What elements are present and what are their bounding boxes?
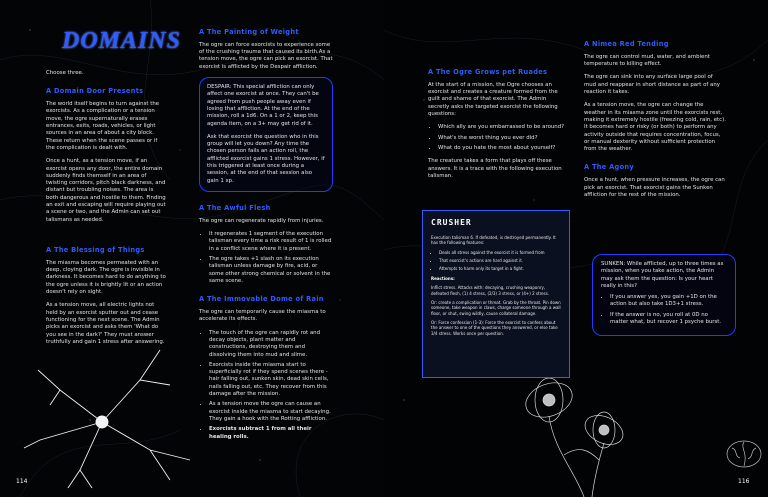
section-heading-water: A Nimea Red Tending [584,40,669,48]
flesh-paragraph: The ogre can regenerate rapidly from injuries. [199,217,324,224]
crusher-reaction-3: Or: Force confession (1-3): Force the exorcist to confess about the answer to one of the questions they answered, or else take 3/4 stress. Works once per question. [431,320,558,336]
list-item: • If the answer is no, you roll at 0D no matter what, but recover 1 psyche burst. [610,312,727,327]
section-heading-agony: A The Agony [584,163,635,172]
list-item: • What do you hate the most about yourself? [438,145,564,152]
brain-illustration [724,438,764,472]
crusher-feature-list [431,250,561,272]
sunken-text: SUNKEN: While afflicted, up to three times as mission, when you take action, the Admin may ask them the question: Is your heart really in this? [601,261,724,289]
sunken-box [592,254,736,336]
crusher-reaction-2: Or: create a complication or threat. Grab by the throat. Pin down someone, take weapon in claws, charge someone through a wall floor, or shut, swing wildly, cause collateral damage. [431,299,561,316]
page-number-left: 114 [16,478,28,485]
list-item: • Deals all stress against the exorcist it is formed from [439,250,561,255]
list-item: • The ogre takes +1 slash on its execution talisman unless damage by fire, acid, or some other strong chemical or solvent in the same scene. [209,256,333,285]
page-title: DOMAINS [62,28,182,54]
list-item: • As a tension move the ogre can cause an exorcist inside the miasma to start decaying. They gain a hook with the Rotting affliction. [209,401,333,423]
dome-list [199,330,333,441]
despair-text: DESPAIR: This special affliction can only affect one exorcist at once. They can't be agreed from push people away even if losing that affliction. At the end of the mission, roll a 1d6. On a 1 or 2, keep this agenda item, on a 3+ may get rid of it. [207,84,319,127]
list-item: • If you answer yes, you gain +1D on the action but also take 1D3+1 stress. [610,294,727,309]
blessing-paragraph-1: The miasma becomes permeated with an deep, cloying dark. The ogre is invisible in darkness. It becomes hard to do anything to the ogre unless it is brightly lit or an action doesn't rely on sight. [46,259,166,296]
middle-column [199,28,333,447]
right-column-2 [584,40,726,205]
crusher-exec: Execution talisman 6. If defeated, is destroyed permanently. It has the following features: [431,234,556,246]
list-item: • Exorcists subtract 1 from all their healing rolls. [209,426,333,441]
grows-paragraph-1: At the start of a mission, the Ogre chooses an exorcist and creates a creature formed from the guilt and shame of that exorcist. The Admin secretly asks the targeted exorcist the following questions: [428,81,558,118]
flesh-list [199,231,333,285]
list-item: • Attempts to harm only its target in a fight. [439,266,561,271]
flower-illustration [504,360,644,497]
section-heading-dome: A The Immovable Dome of Rain [199,295,324,304]
grows-question-list [428,124,564,152]
section-heading-blessing: A The Blessing of Things [46,245,145,254]
section-heading-weight: A The Painting of Weight [199,28,299,36]
water-paragraph-2: The ogre can sink into any surface large pool of mud and reappear in short distance as part of any reaction it takes. [584,74,720,96]
list-item: • What's the worst thing you ever did? [438,135,564,142]
despair-text-2: Ask that exorcist the question who in this group will let you down? Any time the chosen person fails an action roll, the afflicted exorcist gains 1 stress. However, if this triggered at least once during a session, at the end of that session also gain 1 xp. [207,133,325,184]
section-heading-flesh: A The Awful Flesh [199,203,271,212]
right-column-1 [428,58,564,186]
list-item: • Exorcists inside the miasma start to superficially rot if they spend scenes there - hair falling out, sunken skin, dead skin cells, nails falling out, etc. They recover from this damage after the mission. [209,362,333,398]
blessing-paragraph-2: As a tension move, all electric lights not held by an exorcist sputter out and cease functioning for the next scene. The Admin picks an exorcist and asks them 'What do you see in the dark?' They must answer truthfully and gain 1 stress after answering. [46,302,165,345]
list-item: • That exorcist's actions are hard against it. [439,258,561,263]
despair-box [199,77,333,192]
crusher-reactions-label: Reactions: [431,275,455,281]
intro-text: Choose three. [46,70,84,76]
weight-paragraph: The ogre can force exorcists to experience some of the crushing trauma that caused its birth.As a tension move, the ogre can pick an exorcist. That exorcist is afflicted by the Despair affliction. [199,41,333,70]
water-paragraph-3: As a tension move, the ogre can change the weather in its miasma zone until the exorcists rest, making it extremely hostile (freezing cold, rain, etc). It becomes hard or risky (or both) to perform any activity outside that requires concentration, focus, or manual dexterity without sufficient protection from the weather. [584,102,726,153]
water-paragraph-1: The ogre can control mud, water, and ambient temperature to killing effect. [584,53,710,68]
dome-paragraph: The ogre can temporarily cause the miasma to accelerate its effects. [199,309,326,323]
agony-paragraph: Once a hunt, when pressure increases, the ogre can pick an exorcist. That exorcist gains the Sunken affliction for the rest of the mission. [584,177,725,198]
section-heading-doors: A Domain Door Presents [46,87,144,96]
left-column [46,70,166,352]
crusher-reaction-1: Inflict stress. Attacks with: decaying, crushing weaponry, defeated flesh, (1) 4 stress, (2/3) 3 stress, or (4+) 2 stress. [431,285,550,296]
list-item: • It regenerates 1 segment of the execution talisman every time a risk result of 1 is rolled in a conflict scene where it is present. [209,231,333,253]
page-number-right: 116 [738,478,750,485]
crusher-title: CRUSHER [431,218,472,227]
list-item: • The touch of the ogre can rapidly rot and decay objects, plant matter and constructions, destroying them and dissolving them into mud and slime. [209,330,333,359]
doors-paragraph-2: Once a hunt, as a tension move, if an exorcist opens any door, the entire domain suddenly finds themself in an area of twisting corridors, pitch black darkness, and distant but troubling noises. The area is both dangerous and hostile to them. Finding an exit and escaping will require playing out a scene or two, and the Admin can set out talismans as needed. [46,158,166,223]
list-item: • Which ally are you embarrassed to be around? [438,124,564,131]
crusher-stat-block [422,210,570,378]
grows-paragraph-2: The creature takes a form that plays off these answers. It is a trace with the following execution talisman. [428,158,562,179]
neuron-illustration [20,330,200,490]
section-heading-grows: A The Ogre Grows pet Ruades [428,68,548,76]
sunken-list [601,294,727,326]
doors-paragraph-1: The world itself begins to turn against the exorcists. As a complication or a tension move, the ogre supernaturally erases entrances, exits, roads, vehicles, or light sources in an area of about a city block. These return when the scene passes or if the complication is dealt with. [46,101,160,151]
